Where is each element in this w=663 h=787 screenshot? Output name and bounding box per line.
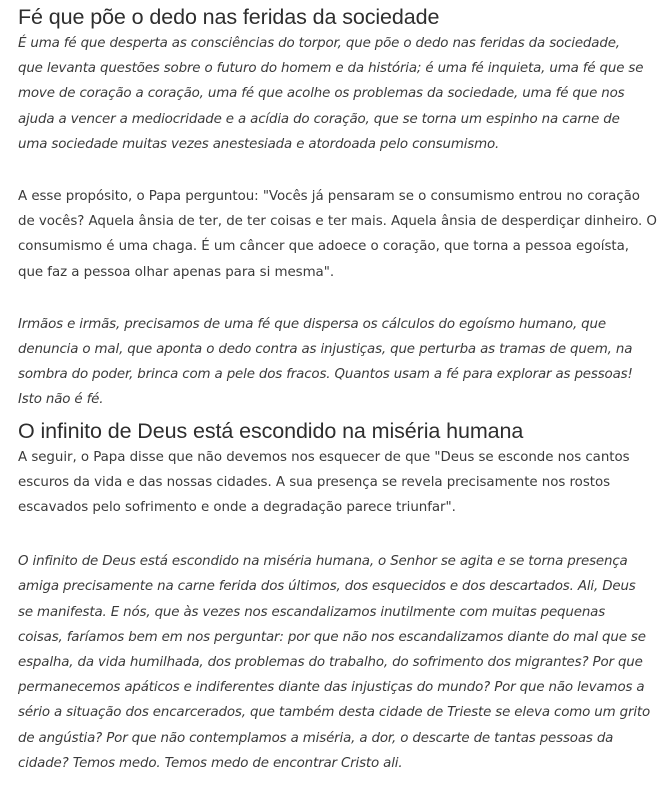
text-line: que faz a pessoa olhar apenas para si mesma".	[18, 264, 335, 280]
paragraph-brothers-sisters	[18, 312, 643, 413]
text-line: sombra do poder, brinca com a pele dos fracos. Quantos usam a fé para explorar as pessoas!	[18, 367, 633, 383]
paragraph-consumerism-quote	[18, 184, 657, 285]
text-line: A esse propósito, o Papa perguntou: "Vocês já pensaram se o consumismo entrou no coração	[18, 189, 640, 205]
text-line: se manifesta. E nós, que às vezes nos escandalizamos inutilmente com muitas pequenas	[18, 604, 606, 620]
text-line: sério a situação dos encarcerados, que também desta cidade de Trieste se eleva como um grito	[18, 705, 651, 721]
text-line: coisas, faríamos bem em nos perguntar: por que não nos escandalizamos diante do mal que se	[18, 629, 646, 645]
section-heading-infinite-god: O infinito de Deus está escondido na miséria humana	[18, 418, 524, 443]
text-line: Irmãos e irmãs, precisamos de uma fé que dispersa os cálculos do egoísmo humano, que	[18, 316, 606, 332]
section-heading-faith: Fé que põe o dedo nas feridas da sociedade	[18, 5, 440, 29]
text-line: espalha, da vida humilhada, dos problemas do trabalho, do sofrimento dos migrantes? Por que	[18, 655, 643, 671]
text-line: escavados pelo sofrimento e onde a degradação parece triunfar".	[18, 500, 456, 516]
paragraph-faith-wounds	[18, 31, 643, 157]
text-line: de angústia? Por que não contemplamos a miséria, a dor, o descarte de tantas pessoas da	[18, 730, 614, 746]
paragraph-human-misery	[18, 549, 651, 776]
text-line: que levanta questões sobre o futuro do homem e da história; é uma fé inquieta, uma fé que se	[18, 61, 644, 77]
text-line: escuros da vida e das nossas cidades. A sua presença se revela precisamente nos rostos	[18, 474, 611, 490]
article-body	[18, 0, 657, 776]
text-line: de vocês? Aquela ânsia de ter, de ter coisas e ter mais. Aquela ânsia de desperdiçar dinheiro. O	[18, 214, 657, 230]
text-line: O infinito de Deus está escondido na miséria humana, o Senhor se agita e se torna presença	[18, 554, 628, 570]
text-line: permanecemos apáticos e indiferentes diante das injustiças do mundo? Por que não levamos a	[18, 680, 645, 696]
text-line: amiga precisamente na carne ferida dos últimos, dos esquecidos e dos descartados. Ali, Deus	[18, 579, 636, 595]
text-line: denuncia o mal, que aponta o dedo contra as injustiças, que perturba as tramas de quem, na	[18, 342, 633, 358]
text-line: ajuda a vencer a mediocridade e a acídia do coração, que se torna um espinho na carne de	[18, 111, 620, 127]
text-line: move de coração a coração, uma fé que acolhe os problemas da sociedade, uma fé que nos	[18, 86, 625, 102]
text-line: Isto não é fé.	[18, 392, 104, 408]
paragraph-god-hides	[18, 445, 643, 521]
text-line: consumismo é uma chaga. É um câncer que adoece o coração, que torna a pessoa egoísta,	[18, 239, 629, 255]
text-line: uma sociedade muitas vezes anestesiada e atordoada pelo consumismo.	[18, 136, 500, 152]
text-line: É uma fé que desperta as consciências do torpor, que põe o dedo nas feridas da sociedade,	[18, 36, 620, 51]
text-line: A seguir, o Papa disse que não devemos nos esquecer de que "Deus se esconde nos cantos	[18, 449, 630, 465]
text-line: cidade? Temos medo. Temos medo de encontrar Cristo ali.	[18, 755, 403, 771]
